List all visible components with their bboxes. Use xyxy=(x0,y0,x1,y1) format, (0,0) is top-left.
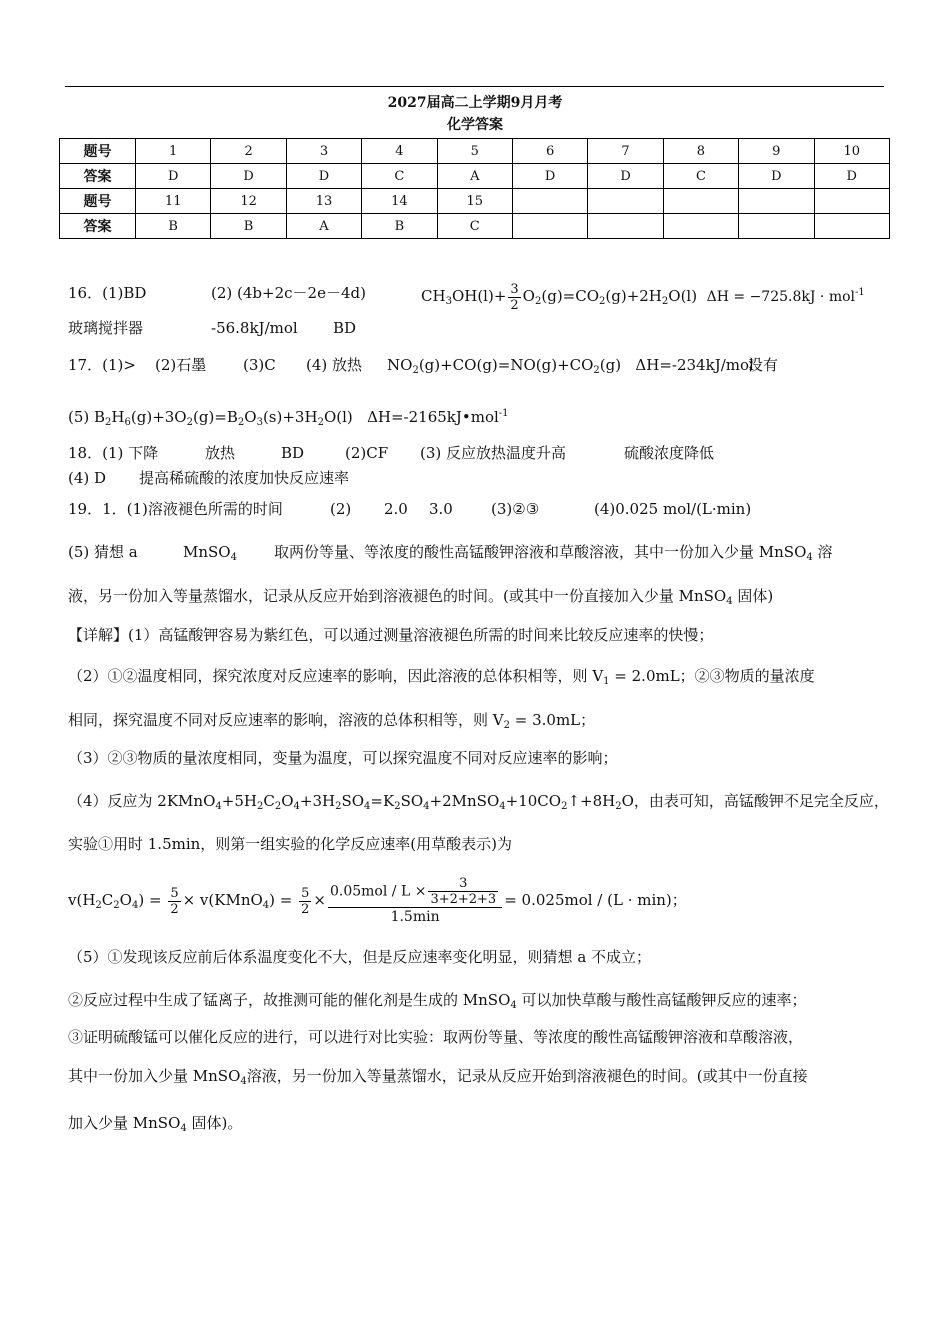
q19-l1-f: (4)0.025 mol/(L·min) xyxy=(594,500,752,518)
q19-l1-e: (3)②③ xyxy=(491,500,540,518)
rate-equation: $v(H_2C_2O_4)$ = $\frac{5}{2}$ × v(KMnO$_4$) = $\frac{5}{2}$ × 0.05mol / L × $\frac{3}{3+2+2+3}$ 1.5min = 0.025mol / (L · min)； xyxy=(68,876,687,925)
table-cell: C xyxy=(362,164,437,189)
table-cell xyxy=(739,189,814,214)
q17-equation: $NO_2(g)+CO(g)=NO(g)+CO_2(g)$ ΔH=-234kJ/mol xyxy=(387,356,754,376)
table-row: 答案 B B A B C xyxy=(60,214,890,239)
table-cell: 8 xyxy=(663,139,738,164)
q17-part3: (3)C xyxy=(243,356,276,374)
table-cell: 11 xyxy=(136,189,211,214)
q19-detail10: 其中一份加入少量 MnSO$_4$溶液，另一份加入等量蒸馏水，记录从反应开始到溶液褪色的时间。(或其中一份直接 xyxy=(68,1067,808,1087)
table-row: 题号 11 12 13 14 15 xyxy=(60,189,890,214)
table-cell: D xyxy=(512,164,587,189)
table-cell: B xyxy=(136,214,211,239)
q18-l1-d: (2)CF xyxy=(345,444,389,462)
table-cell: D xyxy=(814,164,889,189)
q17-part4: (4) 放热 xyxy=(306,356,363,374)
table-cell: 3 xyxy=(286,139,361,164)
q18-l1-e: (3) 反应放热温度升高 xyxy=(420,444,567,462)
table-cell: 2 xyxy=(211,139,286,164)
q18-l2-a: (4) D xyxy=(68,469,107,487)
table-cell xyxy=(814,214,889,239)
table-cell: 14 xyxy=(362,189,437,214)
q19-detail8: ②反应过程中生成了锰离子，故推测可能的催化剂是生成的 MnSO$_4$ 可以加快草酸与酸性高锰酸钾反应的速率； xyxy=(68,991,807,1011)
table-row: 答案 D D D C A D D C D D xyxy=(60,164,890,189)
q19-detail11: 加入少量 MnSO$_4$ 固体)。 xyxy=(68,1114,243,1134)
table-cell: 5 xyxy=(437,139,512,164)
q16-part2: (2) (4b+2c－2e－4d) xyxy=(211,284,366,302)
table-cell xyxy=(663,189,738,214)
q19-detail3: 相同，探究温度不同对反应速率的影响，溶液的总体积相等，则 $V_2 = 3.0mL$； xyxy=(68,711,596,731)
q16-line2-c: BD xyxy=(333,319,357,337)
table-cell xyxy=(739,214,814,239)
q19-l1-d: 3.0 xyxy=(429,500,453,518)
q19-detail1: 【详解】(1）高锰酸钾容易为紫红色，可以通过测量溶液褪色所需的时间来比较反应速率的快慢； xyxy=(68,626,714,644)
table-cell xyxy=(512,214,587,239)
table-cell: C xyxy=(437,214,512,239)
q16-part1: 16．(1)BD xyxy=(68,284,147,302)
q19-detail6: 实验①用时 1.5min，则第一组实验的化学反应速率(用草酸表示)为 xyxy=(68,835,513,853)
q17-part5: (5) $B_2H_6(g)+3O_2(g)=B_2O_3(s)+3H_2O(l)$ ΔH=-2165kJ•mol$^{-1}$ xyxy=(68,408,509,428)
header-rule xyxy=(65,86,884,87)
page-title: 2027届高二上学期9月月考 xyxy=(387,95,563,111)
q18-l1-b: 放热 xyxy=(205,444,236,462)
table-cell xyxy=(814,189,889,214)
q18-l1-f: 硫酸浓度降低 xyxy=(624,444,715,462)
table-cell: D xyxy=(136,164,211,189)
q19-l2-c: 取两份等量、等浓度的酸性高锰酸钾溶液和草酸溶液，其中一份加入少量 MnSO$_4$ 溶 xyxy=(274,543,833,563)
table-cell xyxy=(512,189,587,214)
table-cell: 1 xyxy=(136,139,211,164)
q19-l3: 液，另一份加入等量蒸馏水，记录从反应开始到溶液褪色的时间。(或其中一份直接加入少量 MnSO$_4$ 固体) xyxy=(68,587,774,607)
table-cell: 4 xyxy=(362,139,437,164)
table-cell: C xyxy=(663,164,738,189)
q19-l2-a: (5) 猜想 a xyxy=(68,543,138,561)
table-cell: A xyxy=(286,214,361,239)
q19-l1-a: 19．1．(1)溶液褪色所需的时间 xyxy=(68,500,283,518)
q18-l1-a: 18．(1) 下降 xyxy=(68,444,159,462)
table-cell: 7 xyxy=(588,139,663,164)
q19-detail4: （3）②③物质的量浓度相同，变量为温度，可以探究温度不同对反应速率的影响； xyxy=(68,749,618,767)
table-cell: 9 xyxy=(739,139,814,164)
q19-l2-b: MnSO$_4$ xyxy=(183,543,237,563)
q17-none: 没有 xyxy=(748,356,779,374)
q17-part2: (2)石墨 xyxy=(155,356,207,374)
table-cell: 6 xyxy=(512,139,587,164)
table-cell: D xyxy=(286,164,361,189)
q17-part1: 17．(1)> xyxy=(68,356,136,374)
q18-l2-b: 提高稀硫酸的浓度加快反应速率 xyxy=(139,469,350,487)
q16-line2-a: 玻璃搅拌器 xyxy=(68,319,144,337)
q19-detail7: （5）①发现该反应前后体系温度变化不大，但是反应速率变化明显，则猜想 a 不成立； xyxy=(68,948,652,966)
table-cell: D xyxy=(739,164,814,189)
q18-l1-c: BD xyxy=(281,444,305,462)
q19-detail5: （4）反应为 $2KMnO_4+5H_2C_2O_4+3H_2SO_4=K_2SO_4+2MnSO_4+10CO_2↑+8H_2O$，由表可知，高锰酸钾不足完全反应， xyxy=(68,792,889,812)
table-cell: 15 xyxy=(437,189,512,214)
table-cell: D xyxy=(588,164,663,189)
q16-line2-b: -56.8kJ/mol xyxy=(211,319,298,337)
answer-table xyxy=(59,138,890,239)
table-row: 题号 1 2 3 4 5 6 7 8 9 10 xyxy=(60,139,890,164)
table-cell: B xyxy=(211,214,286,239)
q19-l1-b: (2) xyxy=(330,500,352,518)
page-subtitle: 化学答案 xyxy=(447,117,503,133)
table-cell xyxy=(588,189,663,214)
table-cell: 10 xyxy=(814,139,889,164)
q16-equation: $CH_3OH(l)+$ $\frac{3}{2}$ $O_2(g)=CO_2(g)+2H_2O(l) \Delta H = -725.8kJ \cdot mol^{-1}$ xyxy=(421,281,865,313)
table-cell: B xyxy=(362,214,437,239)
q19-l1-c: 2.0 xyxy=(384,500,408,518)
table-cell: D xyxy=(211,164,286,189)
table-cell xyxy=(588,214,663,239)
q19-detail9: ③证明硫酸锰可以催化反应的进行，可以进行对比实验：取两份等量、等浓度的酸性高锰酸钾溶液和草酸溶液， xyxy=(68,1028,804,1046)
table-cell: 12 xyxy=(211,189,286,214)
q19-detail2: （2）①②温度相同，探究浓度对反应速率的影响，因此溶液的总体积相等，则 $V_1 = 2.0mL$；②③物质的量浓度 xyxy=(68,667,815,687)
table-cell xyxy=(663,214,738,239)
table-cell: A xyxy=(437,164,512,189)
table-cell: 13 xyxy=(286,189,361,214)
